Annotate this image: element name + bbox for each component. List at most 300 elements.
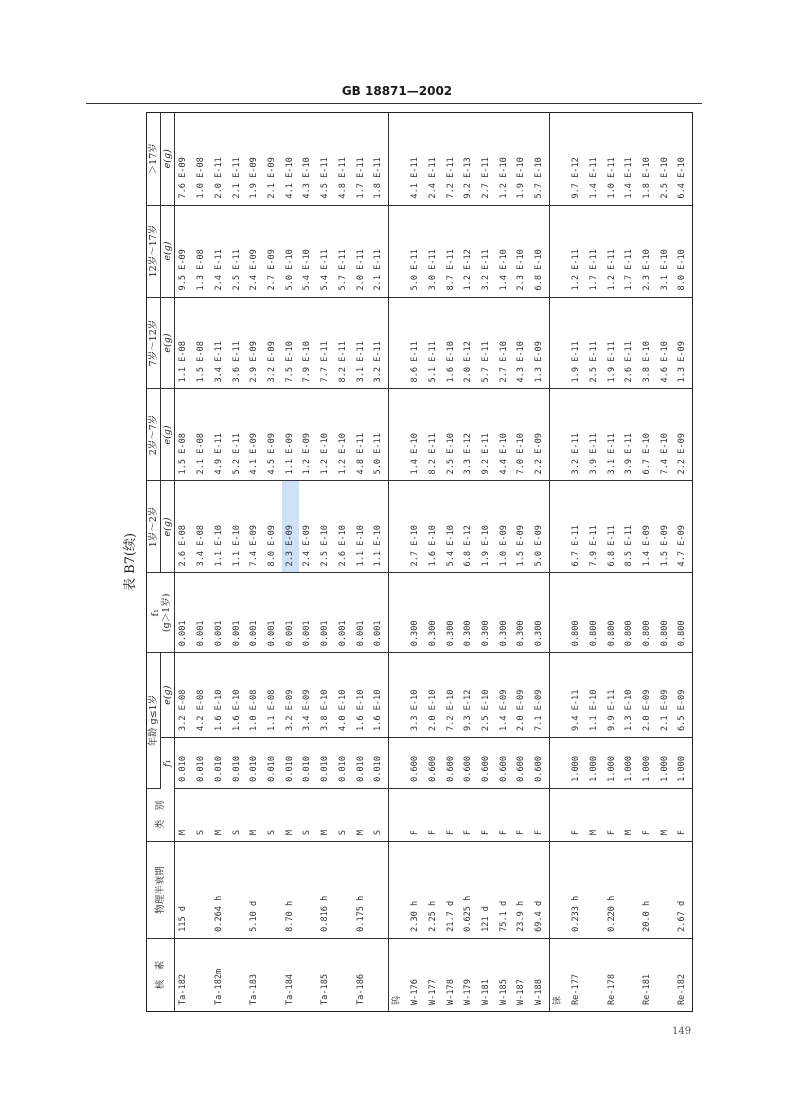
type-cell: F [407,788,425,841]
empty-cell [389,653,407,738]
nuclide-cell [370,938,388,1011]
eg-gt17-cell: 1.0 E-11 [603,113,621,205]
eg-2-7-cell: 3.3 E-12 [460,389,478,481]
f1-gt1-cell: 0.800 [568,573,586,653]
f1-gt1-cell: 0.001 [193,573,211,653]
eg-le1-cell: 1.6 E-10 [228,653,246,738]
eg-7-12-cell: 7.9 E-10 [299,297,317,389]
f1-gt1-cell: 0.001 [175,573,193,653]
f1-cell: 1.000 [674,738,692,789]
f1-cell: 1.000 [568,738,586,789]
rotated-table-region [120,112,693,1012]
eg-gt17-cell: 2.1 E-09 [264,113,282,205]
half-life-cell: 0.625 h [460,842,478,939]
eg-gt17-cell: 1.0 E-08 [193,113,211,205]
subheader-eg-2-7: e(g) [161,389,175,481]
table-row [317,113,335,1011]
half-life-cell: 0.233 h [568,842,586,939]
eg-2-7-cell: 3.9 E-11 [586,389,604,481]
empty-cell [549,842,567,939]
eg-7-12-cell: 1.6 E-10 [442,297,460,389]
f1-gt1-cell: 0.300 [407,573,425,653]
eg-12-17-cell: 1.7 E-11 [586,205,604,297]
eg-le1-cell: 1.6 E-10 [370,653,388,738]
eg-2-7-cell: 4.5 E-09 [264,389,282,481]
f1-gt1-cell: 0.001 [370,573,388,653]
eg-1-2-cell: 1.0 E-09 [496,481,514,573]
eg-12-17-cell: 3.1 E-10 [656,205,674,297]
eg-le1-cell: 3.4 E-09 [299,653,317,738]
half-life-cell: 0.816 h [317,842,335,939]
f1-gt1-cell: 0.001 [211,573,229,653]
f1-gt1-cell: 0.001 [352,573,370,653]
table-row [478,113,496,1011]
eg-2-7-cell: 3.1 E-11 [603,389,621,481]
eg-gt17-cell: 2.7 E-11 [478,113,496,205]
f1-gt1-cell: 0.800 [656,573,674,653]
nuclide-cell: Ta-186 [355,973,366,1005]
eg-2-7-cell: 1.5 E-08 [175,389,193,481]
col-header-age-le1: 年龄 g≤1岁 [147,653,161,789]
eg-7-12-cell: 1.5 E-08 [193,297,211,389]
type-cell: M [246,788,264,841]
eg-gt17-cell: 2.5 E-10 [656,113,674,205]
element-group-label: 铼 [549,938,567,1011]
table-row [603,113,621,1011]
half-life-cell [193,842,211,939]
empty-cell [389,113,407,205]
eg-7-12-cell: 2.0 E-12 [460,297,478,389]
eg-gt17-cell: 1.8 E-10 [639,113,657,205]
eg-2-7-cell: 5.2 E-11 [228,389,246,481]
half-life-cell [586,842,604,939]
eg-1-2-cell: 3.4 E-08 [193,481,211,573]
f1-gt1-line1: f₁ [149,609,161,617]
type-cell: F [603,788,621,841]
eg-le1-cell: 3.2 E-08 [175,653,193,738]
subheader-eg-gt17: e(g) [161,113,175,205]
nuclide-cell: W-187 [516,979,527,1005]
eg-2-7-cell: 2.2 E-09 [674,389,692,481]
eg-2-7-cell: 8.2 E-11 [425,389,443,481]
f1-gt1-cell: 0.800 [674,573,692,653]
empty-cell [389,842,407,939]
nuclide-cell: Ta-184 [284,973,295,1005]
half-life-cell: 2.25 h [425,842,443,939]
group-label-row [389,113,407,1011]
type-cell: M [282,788,300,841]
eg-gt17-cell: 1.2 E-10 [496,113,514,205]
eg-gt17-cell: 6.4 E-10 [674,113,692,205]
eg-2-7-cell: 4.1 E-09 [246,389,264,481]
nuclide-cell: W-178 [445,979,456,1005]
f1-gt1-cell: 0.001 [299,573,317,653]
empty-cell [549,389,567,481]
eg-12-17-cell: 6.8 E-10 [531,205,549,297]
eg-le1-cell: 3.3 E-10 [407,653,425,738]
eg-gt17-cell: 7.2 E-11 [442,113,460,205]
type-cell: M [211,788,229,841]
eg-1-2-cell: 6.8 E-12 [460,481,478,573]
nuclide-cell: Ta-182m [213,968,224,1005]
eg-7-12-cell: 1.1 E-08 [175,297,193,389]
type-cell: S [264,788,282,841]
eg-12-17-cell: 1.2 E-12 [460,205,478,297]
half-life-cell: 20.0 h [639,842,657,939]
empty-cell [389,205,407,297]
eg-7-12-cell: 3.1 E-11 [352,297,370,389]
eg-2-7-cell: 2.5 E-10 [442,389,460,481]
type-cell: S [228,788,246,841]
empty-cell [549,297,567,389]
eg-1-2-cell: 5.4 E-10 [442,481,460,573]
nuclide-cell: W-188 [534,979,545,1005]
eg-1-2-cell: 6.7 E-11 [568,481,586,573]
type-cell: S [193,788,211,841]
table-row [246,113,264,1011]
eg-1-2-cell: 1.1 E-10 [211,481,229,573]
eg-7-12-cell: 3.4 E-11 [211,297,229,389]
table-row [299,113,317,1011]
nuclide-cell: Re-178 [606,973,617,1005]
eg-12-17-cell: 5.0 E-10 [282,205,300,297]
eg-2-7-cell: 4.9 E-11 [211,389,229,481]
f1-gt1-cell: 0.800 [621,573,639,653]
eg-7-12-cell: 4.3 E-10 [513,297,531,389]
nuclide-cell: W-179 [463,979,474,1005]
table-row [352,113,370,1011]
nuclide-cell: Re-181 [641,973,652,1005]
nuclide-cell [621,938,639,1011]
f1-gt1-cell: 0.001 [335,573,353,653]
subheader-f1: f₁ [161,738,175,789]
empty-cell [549,573,567,653]
eg-12-17-cell: 3.0 E-11 [425,205,443,297]
eg-gt17-cell: 4.1 E-10 [282,113,300,205]
eg-gt17-cell: 4.3 E-10 [299,113,317,205]
eg-2-7-cell: 5.0 E-11 [370,389,388,481]
f1-gt1-cell: 0.001 [264,573,282,653]
document-header-title: GB 18871—2002 [341,84,453,98]
eg-2-7-cell: 4.4 E-10 [496,389,514,481]
eg-12-17-cell: 2.3 E-10 [513,205,531,297]
f1-gt1-cell: 0.300 [478,573,496,653]
f1-cell: 0.600 [442,738,460,789]
table-frame [146,112,693,1012]
half-life-cell: 0.220 h [603,842,621,939]
eg-gt17-cell: 2.0 E-11 [211,113,229,205]
f1-cell: 1.000 [621,738,639,789]
half-life-cell: 5.10 d [246,842,264,939]
eg-le1-cell: 2.0 E-09 [639,653,657,738]
half-life-cell [335,842,353,939]
f1-gt1-cell: 0.800 [639,573,657,653]
eg-2-7-cell: 1.2 E-10 [335,389,353,481]
eg-1-2-cell: 2.6 E-10 [335,481,353,573]
table-row [335,113,353,1011]
header-divider [86,103,702,104]
half-life-cell: 0.175 h [352,842,370,939]
table-row [407,113,425,1011]
table-body [175,113,693,1011]
empty-cell [549,481,567,573]
type-cell: F [531,788,549,841]
eg-gt17-cell: 1.9 E-09 [246,113,264,205]
eg-12-17-cell: 2.4 E-09 [246,205,264,297]
empty-cell [549,653,567,738]
table-row [639,113,657,1011]
eg-1-2-cell: 7.9 E-11 [586,481,604,573]
f1-gt1-cell: 0.300 [531,573,549,653]
eg-12-17-cell: 2.3 E-10 [639,205,657,297]
f1-gt1-cell: 0.300 [442,573,460,653]
table-row [621,113,639,1011]
eg-12-17-cell: 9.5 E-09 [175,205,193,297]
eg-12-17-cell: 2.5 E-11 [228,205,246,297]
nuclide-cell: W-176 [410,979,421,1005]
eg-2-7-cell: 9.2 E-11 [478,389,496,481]
eg-gt17-cell: 4.5 E-11 [317,113,335,205]
type-cell: M [352,788,370,841]
eg-2-7-cell: 1.2 E-09 [299,389,317,481]
f1-cell: 0.600 [496,738,514,789]
subheader-eg-12-17: e(g) [161,205,175,297]
eg-12-17-cell: 1.2 E-11 [603,205,621,297]
nuclide-cell [264,938,282,1011]
eg-le1-cell: 2.5 E-10 [478,653,496,738]
half-life-cell: 115 d [175,842,193,939]
col-header-age-2-7: 2岁～7岁 [147,389,161,481]
eg-7-12-cell: 1.9 E-11 [568,297,586,389]
f1-cell: 0.600 [531,738,549,789]
eg-12-17-cell: 1.2 E-11 [568,205,586,297]
eg-gt17-cell: 9.7 E-12 [568,113,586,205]
group-label-row [549,113,567,1011]
half-life-cell: 121 d [478,842,496,939]
f1-gt1-cell: 0.800 [586,573,604,653]
eg-7-12-cell: 1.3 E-09 [531,297,549,389]
empty-cell [389,481,407,573]
half-life-cell: 23.9 h [513,842,531,939]
half-life-cell: 75.1 d [496,842,514,939]
col-header-f1-gt1 [147,573,175,653]
eg-1-2-cell: 4.7 E-09 [674,481,692,573]
eg-7-12-cell: 7.7 E-11 [317,297,335,389]
half-life-cell: 2.67 d [674,842,692,939]
f1-gt1-cell: 0.001 [228,573,246,653]
eg-2-7-cell: 3.9 E-11 [621,389,639,481]
eg-1-2-cell: 2.7 E-10 [407,481,425,573]
eg-1-2-cell: 2.4 E-09 [299,481,317,573]
f1-cell: 0.600 [513,738,531,789]
table-row [674,113,692,1011]
eg-1-2-cell: 8.0 E-09 [264,481,282,573]
table-row [282,113,300,1011]
empty-cell [549,113,567,205]
eg-1-2-cell: 1.1 E-10 [352,481,370,573]
half-life-cell [656,842,674,939]
eg-7-12-cell: 3.8 E-10 [639,297,657,389]
eg-le1-cell: 1.1 E-10 [586,653,604,738]
type-cell: S [299,788,317,841]
f1-cell: 1.000 [586,738,604,789]
empty-cell [389,573,407,653]
table-row [175,113,193,1011]
table-row [513,113,531,1011]
eg-1-2-cell: 8.5 E-11 [621,481,639,573]
eg-1-2-cell: 1.4 E-09 [639,481,657,573]
f1-cell: 0.010 [175,738,193,789]
eg-12-17-cell: 2.1 E-11 [370,205,388,297]
f1-gt1-cell: 0.300 [425,573,443,653]
eg-gt17-cell: 1.4 E-11 [586,113,604,205]
type-cell: F [478,788,496,841]
eg-2-7-cell: 3.2 E-11 [568,389,586,481]
eg-7-12-cell: 8.6 E-11 [407,297,425,389]
eg-1-2-cell: 1.5 E-09 [513,481,531,573]
empty-cell [549,788,567,841]
half-life-cell: 21.7 d [442,842,460,939]
nuclide-cell: Ta-183 [249,973,260,1005]
nuclide-cell: W-181 [481,979,492,1005]
col-header-age-7-12: 7岁～12岁 [147,297,161,389]
eg-le1-cell: 1.4 E-09 [496,653,514,738]
eg-gt17-cell: 7.6 E-09 [175,113,193,205]
table-row [656,113,674,1011]
col-header-type: 类 别 [147,788,175,841]
table-row [460,113,478,1011]
eg-1-2-cell: 1.9 E-10 [478,481,496,573]
eg-7-12-cell: 3.6 E-11 [228,297,246,389]
empty-cell [389,788,407,841]
eg-gt17-cell: 4.8 E-11 [335,113,353,205]
table-row [370,113,388,1011]
eg-le1-cell: 3.2 E-09 [282,653,300,738]
eg-le1-cell: 1.6 E-10 [352,653,370,738]
half-life-cell: 2.30 h [407,842,425,939]
eg-1-2-cell: 2.6 E-08 [175,481,193,573]
table-row [228,113,246,1011]
half-life-cell [264,842,282,939]
eg-7-12-cell: 5.7 E-11 [478,297,496,389]
type-cell: S [335,788,353,841]
eg-2-7-cell: 7.4 E-10 [656,389,674,481]
nuclide-cell [228,938,246,1011]
type-cell: F [639,788,657,841]
eg-2-7-cell: 7.0 E-10 [513,389,531,481]
eg-12-17-cell: 2.4 E-11 [211,205,229,297]
empty-cell [389,389,407,481]
col-header-age-12-17: 12岁～17岁 [147,205,161,297]
eg-12-17-cell: 8.7 E-11 [442,205,460,297]
empty-cell [549,205,567,297]
eg-1-2-cell: 7.4 E-09 [246,481,264,573]
nuclide-cell: Re-182 [677,973,688,1005]
table-row [442,113,460,1011]
eg-12-17-cell: 5.4 E-11 [317,205,335,297]
eg-gt17-cell: 9.2 E-13 [460,113,478,205]
type-cell: F [460,788,478,841]
dose-coefficient-table [147,113,692,1011]
eg-le1-cell: 2.0 E-10 [425,653,443,738]
eg-gt17-cell: 1.4 E-11 [621,113,639,205]
eg-le1-cell: 3.8 E-10 [317,653,335,738]
nuclide-cell [335,938,353,1011]
col-header-half-life: 物理半衰期 [147,842,175,939]
f1-cell: 0.010 [264,738,282,789]
page-number: 149 [672,1026,692,1037]
empty-cell [389,297,407,389]
eg-7-12-cell: 7.5 E-10 [282,297,300,389]
eg-7-12-cell: 8.2 E-11 [335,297,353,389]
nuclide-cell [193,938,211,1011]
eg-gt17-cell: 2.4 E-11 [425,113,443,205]
eg-le1-cell: 2.0 E-09 [513,653,531,738]
eg-1-2-cell: 1.6 E-10 [425,481,443,573]
eg-le1-cell: 6.5 E-09 [674,653,692,738]
eg-7-12-cell: 2.7 E-10 [496,297,514,389]
empty-cell [549,738,567,789]
eg-7-12-cell: 2.6 E-11 [621,297,639,389]
f1-gt1-cell: 0.001 [282,573,300,653]
f1-cell: 0.010 [299,738,317,789]
type-cell: F [674,788,692,841]
eg-2-7-cell: 2.1 E-08 [193,389,211,481]
table-row [425,113,443,1011]
table-row [531,113,549,1011]
eg-gt17-cell: 1.7 E-11 [352,113,370,205]
f1-cell: 0.600 [425,738,443,789]
eg-12-17-cell: 8.0 E-10 [674,205,692,297]
f1-cell: 0.600 [407,738,425,789]
type-cell: S [370,788,388,841]
nuclide-cell [299,938,317,1011]
f1-cell: 0.600 [460,738,478,789]
f1-cell: 1.000 [639,738,657,789]
f1-cell: 0.010 [211,738,229,789]
f1-gt1-cell: 0.001 [317,573,335,653]
eg-12-17-cell: 2.0 E-11 [352,205,370,297]
f1-gt1-cell: 0.300 [496,573,514,653]
f1-cell: 0.010 [352,738,370,789]
type-cell: M [656,788,674,841]
nuclide-cell: Re-177 [571,973,582,1005]
eg-gt17-cell: 2.1 E-11 [228,113,246,205]
nuclide-cell: W-185 [498,979,509,1005]
eg-1-2-cell: 6.8 E-11 [603,481,621,573]
f1-gt1-cell: 0.001 [246,573,264,653]
f1-cell: 0.600 [478,738,496,789]
eg-7-12-cell: 2.9 E-09 [246,297,264,389]
eg-2-7-cell: 1.2 E-10 [317,389,335,481]
eg-7-12-cell: 3.2 E-09 [264,297,282,389]
eg-12-17-cell: 1.4 E-10 [496,205,514,297]
half-life-cell [228,842,246,939]
subheader-eg-1-2: e(g) [161,481,175,573]
eg-12-17-cell: 5.0 E-11 [407,205,425,297]
table-row [264,113,282,1011]
eg-1-2-cell: 1.1 E-10 [370,481,388,573]
eg-12-17-cell: 5.7 E-11 [335,205,353,297]
eg-le1-cell: 9.4 E-11 [568,653,586,738]
eg-le1-cell: 1.0 E-08 [246,653,264,738]
eg-le1-cell: 7.2 E-10 [442,653,460,738]
eg-1-2-cell: 5.0 E-09 [531,481,549,573]
eg-le1-cell: 1.6 E-10 [211,653,229,738]
eg-le1-cell: 1.3 E-10 [621,653,639,738]
f1-cell: 0.010 [335,738,353,789]
eg-7-12-cell: 4.6 E-10 [656,297,674,389]
